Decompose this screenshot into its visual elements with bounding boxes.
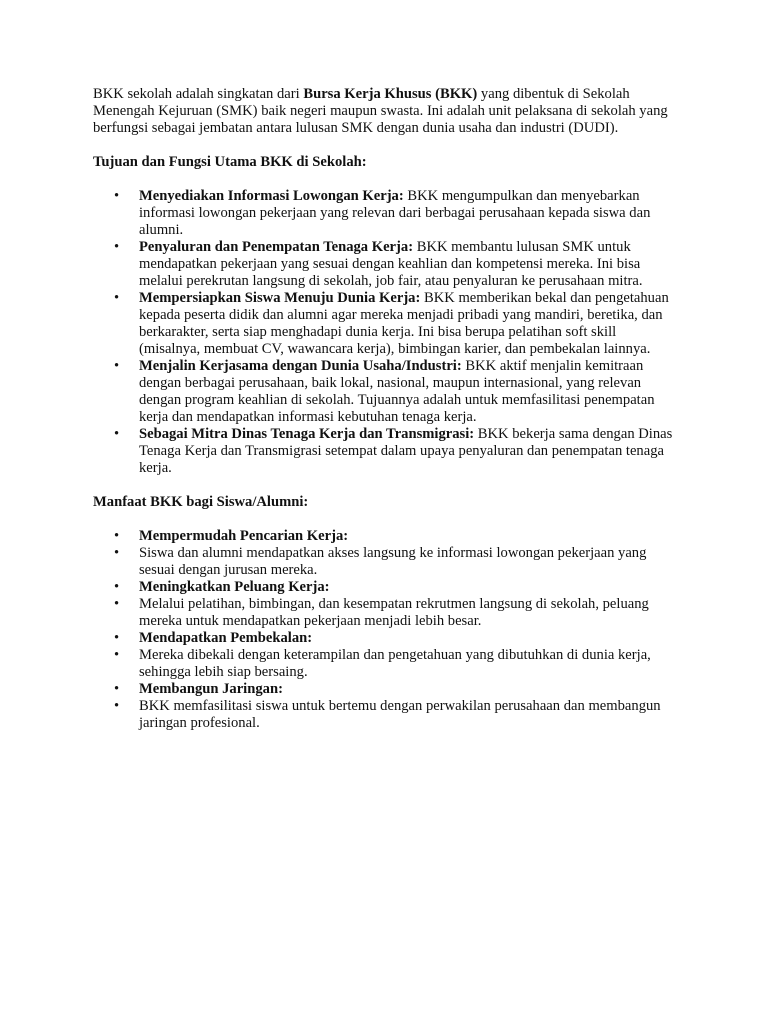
section-heading-manfaat: Manfaat BKK bagi Siswa/Alumni:: [93, 494, 309, 510]
list-item: [93, 239, 678, 290]
list-item: [93, 290, 678, 358]
bullet-icon: •: [114, 596, 120, 612]
list-item-text: BKK memberikan bekal dan pengetahuan kepada peserta didik dan alumni agar mereka menjadi pribadi yang mandiri, beretika, dan berkarakter, serta siap menghadapi dunia kerja. Ini bisa berupa pelatihan soft skill (misalnya, membuat CV, wawancara kerja), bimbingan karier, dan pembekalan lainnya.: [139, 290, 669, 357]
bullet-icon: •: [114, 545, 120, 561]
list-item-text: BKK mengumpulkan dan menyebarkan informasi lowongan pekerjaan yang relevan dari berbagai perusahaan kepada siswa dan alumni.: [139, 188, 651, 238]
list-item-text: BKK membantu lulusan SMK untuk mendapatkan pekerjaan yang sesuai dengan keahlian dan kompetensi mereka. Ini bisa melalui perekrutan langsung di sekolah, job fair, atau penyaluran ke perusahaan mitra.: [139, 239, 643, 289]
list-item-text: BKK aktif menjalin kemitraan dengan berbagai perusahaan, baik lokal, nasional, maupun internasional, yang relevan dengan program keahlian di sekolah. Tujuannya adalah untuk memfasilitasi penempatan kerja dan mendapatkan informasi kebutuhan tenaga kerja.: [139, 358, 655, 425]
bullet-icon: •: [114, 579, 120, 595]
bullet-icon: •: [114, 647, 120, 663]
list-tujuan: [93, 188, 678, 477]
bullet-icon: •: [114, 358, 120, 374]
intro-text-2: yang dibentuk di Sekolah Menengah Kejuruan (SMK) baik negeri maupun swasta. Ini adalah unit pelaksana di sekolah yang berfungsi sebagai jembatan antara lulusan SMK dengan dunia usaha dan industri (DUDI).: [93, 86, 668, 136]
list-item: [93, 698, 678, 732]
list-item: [93, 681, 678, 698]
intro-paragraph: [93, 86, 678, 137]
list-item: [93, 579, 678, 596]
intro-text-1: BKK sekolah adalah singkatan dari: [93, 86, 304, 102]
list-item-title: Meningkatkan Peluang Kerja:: [139, 579, 330, 595]
bullet-icon: •: [114, 698, 120, 714]
list-item-title: Mempermudah Pencarian Kerja:: [139, 528, 349, 544]
list-item-title: Mendapatkan Pembekalan:: [139, 630, 313, 646]
list-item: [93, 545, 678, 579]
list-item: [93, 528, 678, 545]
list-item-text: Melalui pelatihan, bimbingan, dan kesempatan rekrutmen langsung di sekolah, peluang mereka untuk mendapatkan pekerjaan menjadi lebih besar.: [139, 596, 649, 629]
bullet-icon: •: [114, 239, 120, 255]
list-item-title: Penyaluran dan Penempatan Tenaga Kerja:: [139, 239, 414, 255]
list-item: [93, 630, 678, 647]
list-item: [93, 426, 678, 477]
list-item: [93, 358, 678, 426]
list-item-title: Mempersiapkan Siswa Menuju Dunia Kerja:: [139, 290, 421, 306]
list-item: [93, 647, 678, 681]
list-item-title: Membangun Jaringan:: [139, 681, 283, 697]
list-item-title: Menjalin Kerjasama dengan Dunia Usaha/Industri:: [139, 358, 462, 374]
intro-bold-term: Bursa Kerja Khusus (BKK): [303, 86, 478, 102]
bullet-icon: •: [114, 290, 120, 306]
list-item-title: Sebagai Mitra Dinas Tenaga Kerja dan Transmigrasi:: [139, 426, 475, 442]
list-item: [93, 188, 678, 239]
list-item-title: Menyediakan Informasi Lowongan Kerja:: [139, 188, 404, 204]
section-heading-tujuan: Tujuan dan Fungsi Utama BKK di Sekolah:: [93, 154, 367, 170]
bullet-icon: •: [114, 528, 120, 544]
list-item-text: BKK memfasilitasi siswa untuk bertemu dengan perwakilan perusahaan dan membangun jaringan profesional.: [139, 698, 661, 731]
bullet-icon: •: [114, 188, 120, 204]
list-item-text: Siswa dan alumni mendapatkan akses langsung ke informasi lowongan pekerjaan yang sesuai dengan jurusan mereka.: [139, 545, 647, 578]
bullet-icon: •: [114, 426, 120, 442]
list-item-text: Mereka dibekali dengan keterampilan dan pengetahuan yang dibutuhkan di dunia kerja, sehingga lebih siap bersaing.: [139, 647, 651, 680]
document-body: [93, 86, 678, 749]
bullet-icon: •: [114, 630, 120, 646]
list-item-text: BKK bekerja sama dengan Dinas Tenaga Kerja dan Transmigrasi setempat dalam upaya penyaluran dan penempatan tenaga kerja.: [139, 426, 673, 476]
list-manfaat: [93, 528, 678, 732]
bullet-icon: •: [114, 681, 120, 697]
list-item: [93, 596, 678, 630]
